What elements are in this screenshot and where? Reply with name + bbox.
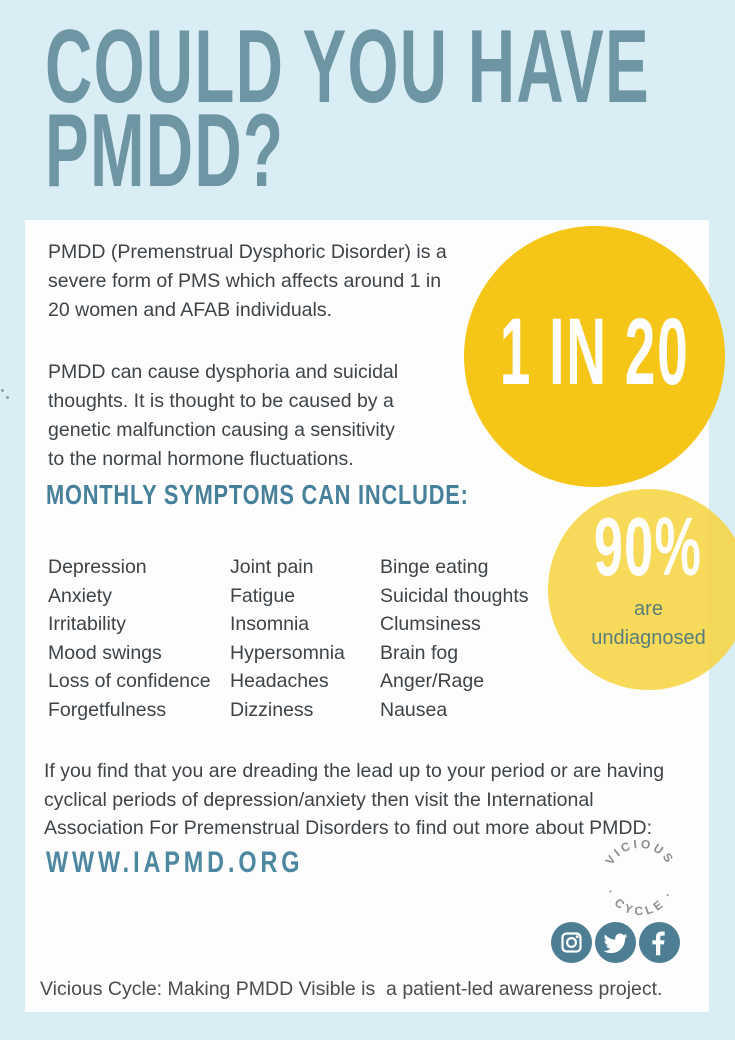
cta-paragraph-line: Association For Premenstrual Disorders to find out more about PMDD: — [44, 817, 652, 839]
symptom-item: Loss of confidence — [48, 670, 211, 692]
symptom-item: Headaches — [230, 670, 329, 692]
symptom-item: Anger/Rage — [380, 670, 485, 692]
symptom-item: Hypersomnia — [230, 641, 345, 664]
intro-paragraph-1 — [48, 238, 447, 325]
symptom-item: Anxiety — [48, 584, 112, 607]
symptoms-column-1 — [48, 553, 211, 724]
intro-paragraph-2 — [48, 358, 398, 474]
symptom-item: Suicidal thoughts — [380, 584, 529, 607]
symptoms-column-2 — [230, 553, 345, 724]
symptom-item: Insomnia — [230, 613, 310, 635]
symptoms-heading: MONTHLY SYMPTOMS CAN INCLUDE: — [46, 479, 469, 510]
intro-paragraph-1-line: 20 women and AFAB individuals. — [48, 299, 333, 321]
stat-circle-90-percent — [548, 489, 735, 690]
symptom-item: Depression — [48, 556, 147, 578]
intro-paragraph-1-line: severe form of PMS which affects around 1 in — [48, 270, 442, 292]
symptom-item: Irritability — [48, 613, 127, 635]
intro-paragraph-2-line: genetic malfunction causing a sensitivity — [48, 419, 395, 441]
symptom-item: Clumsiness — [380, 613, 481, 635]
stat-circle-1-in-20 — [464, 226, 725, 487]
symptoms-column-3 — [380, 553, 529, 724]
stat-90-caption-line1: are — [634, 598, 663, 620]
cta-paragraph — [44, 757, 664, 843]
poster-title — [45, 9, 735, 209]
symptom-item: Nausea — [380, 698, 448, 721]
svg-text:· CYCLE · — [603, 887, 676, 918]
logo-arc-bottom-text: · CYCLE · — [603, 886, 677, 919]
poster-title-line2: PMDD? — [45, 93, 285, 209]
intro-paragraph-1-line: PMDD (Premenstrual Dysphoric Disorder) is a — [48, 241, 447, 263]
intro-paragraph-2-line: thoughts. It is thought to be caused by a — [48, 390, 394, 412]
facebook-icon — [639, 922, 680, 963]
stat-90-caption-line2: undiagnosed — [591, 627, 706, 649]
intro-paragraph-2-line: to the normal hormone fluctuations. — [48, 448, 354, 470]
symptom-item: Forgetfulness — [48, 698, 167, 721]
symptom-item: Brain fog — [380, 641, 459, 664]
symptom-item: Mood swings — [48, 641, 162, 664]
logo-arc-top-text: VICIOUS — [602, 836, 678, 868]
website-url: WWW.IAPMD.ORG — [46, 846, 304, 879]
instagram-icon — [551, 922, 592, 963]
svg-text:VICIOUS — [602, 837, 677, 868]
stat-1in20-value: 1 IN 20 — [499, 299, 690, 405]
footer-text: Vicious Cycle: Making PMDD Visible is a patient-led awareness project. — [40, 978, 663, 1000]
intro-paragraph-2-line: PMDD can cause dysphoria and suicidal — [48, 361, 399, 383]
symptom-item: Fatigue — [230, 584, 296, 607]
symptom-item: Dizziness — [230, 698, 314, 721]
vicious-cycle-logo — [596, 835, 684, 923]
symptom-item: Joint pain — [230, 556, 314, 578]
poster-title-line1: COULD YOU HAVE — [45, 9, 650, 125]
cta-paragraph-line: If you find that you are dreading the lead up to your period or are having — [44, 760, 665, 782]
cta-paragraph-line: cyclical periods of depression/anxiety then visit the International — [44, 788, 594, 811]
stray-mark — [1, 389, 4, 392]
symptom-item: Binge eating — [380, 556, 489, 578]
twitter-icon — [595, 922, 636, 963]
stat-90-value: 90% — [594, 500, 703, 593]
